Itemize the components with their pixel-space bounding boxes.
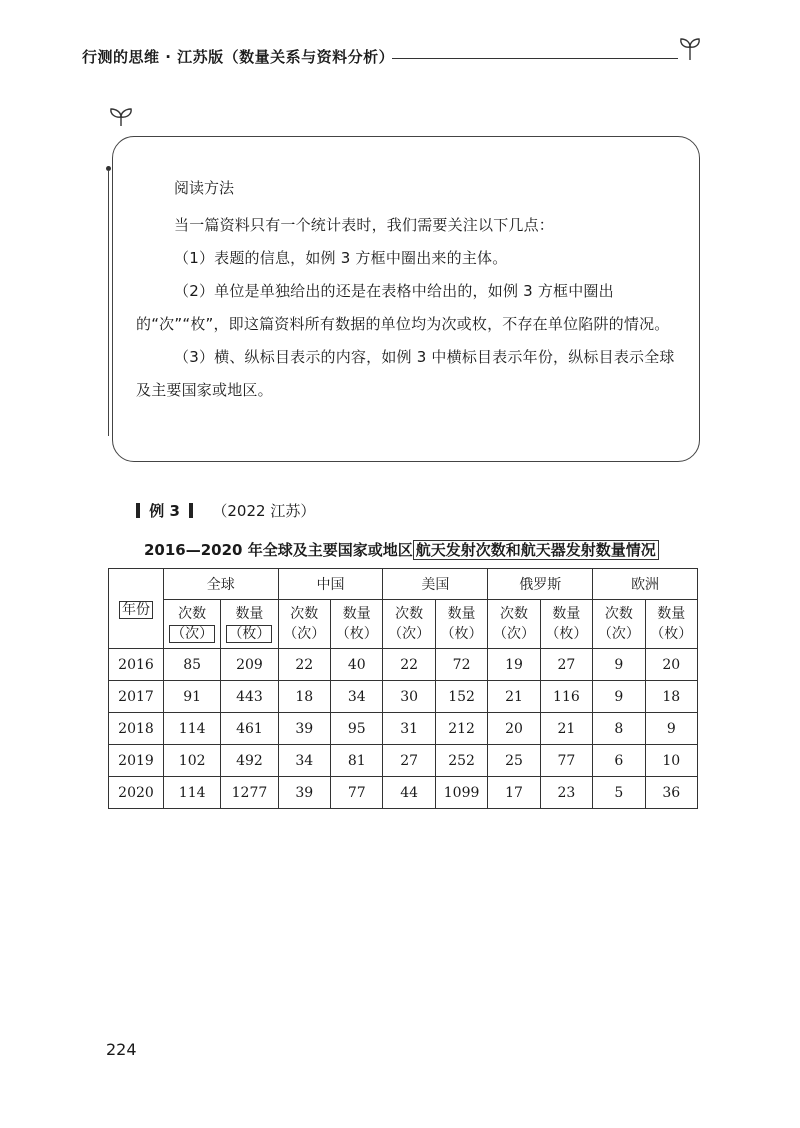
- value-cell: 8: [593, 713, 645, 745]
- value-cell: 36: [645, 777, 697, 809]
- header-rule: [392, 58, 678, 59]
- value-cell: 39: [278, 713, 330, 745]
- value-cell: 34: [331, 681, 383, 713]
- subheader-label: 次数: [604, 606, 633, 622]
- quantity-subheader: [221, 600, 278, 649]
- value-cell: 20: [488, 713, 540, 745]
- count-subheader: [164, 600, 221, 649]
- paragraph: （2）单位是单独给出的还是在表格中给出的，如例 3 方框中圈出的“次”“枚”，即这篇资料所有数据的单位均为次或枚，不存在单位陷阱的情况。: [136, 282, 670, 333]
- table-row: [109, 777, 698, 809]
- value-cell: 114: [164, 777, 221, 809]
- value-cell: 102: [164, 745, 221, 777]
- subheader-label: 次数: [178, 606, 207, 622]
- value-cell: 27: [540, 649, 592, 681]
- subheader-unit: [331, 624, 382, 644]
- unit-label: （次）: [171, 626, 214, 642]
- value-cell: 44: [383, 777, 435, 809]
- unit-label: （枚）: [545, 626, 588, 642]
- value-cell: 20: [645, 649, 697, 681]
- year-header: 年份: [119, 601, 153, 619]
- subheader-row: [109, 600, 698, 649]
- subheader-label: 数量: [342, 606, 371, 622]
- value-cell: 252: [435, 745, 487, 777]
- unit-label: （枚）: [228, 626, 271, 642]
- region-header: 俄罗斯: [488, 569, 593, 600]
- value-cell: 1277: [221, 777, 278, 809]
- value-cell: 9: [645, 713, 697, 745]
- table-row: [109, 745, 698, 777]
- subheader-label: 数量: [657, 606, 686, 622]
- year-cell: 2020: [109, 777, 164, 809]
- value-cell: 22: [278, 649, 330, 681]
- value-cell: 34: [278, 745, 330, 777]
- paragraph: 当一篇资料只有一个统计表时，我们需要关注以下几点：: [174, 216, 555, 234]
- subheader-unit: [164, 624, 220, 644]
- value-cell: 461: [221, 713, 278, 745]
- example-number: 例 3: [149, 502, 180, 520]
- unit-label: （次）: [597, 626, 640, 642]
- subheader-unit: [593, 624, 644, 644]
- value-cell: 152: [435, 681, 487, 713]
- quantity-subheader: [645, 600, 697, 649]
- value-cell: 9: [593, 649, 645, 681]
- value-cell: 10: [645, 745, 697, 777]
- table-title: [144, 539, 659, 560]
- year-cell: 2018: [109, 713, 164, 745]
- region-header: 欧洲: [593, 569, 698, 600]
- value-cell: 31: [383, 713, 435, 745]
- value-cell: 212: [435, 713, 487, 745]
- sprout-icon: [108, 106, 134, 128]
- unit-label: （次）: [283, 626, 326, 642]
- reading-method-heading: 阅读方法: [174, 179, 235, 197]
- value-cell: 19: [488, 649, 540, 681]
- paragraph: （3）横、纵标目表示的内容，如例 3 中横标目表示年份，纵标目表示全球及主要国家或地区。: [136, 348, 675, 399]
- value-cell: 5: [593, 777, 645, 809]
- subheader-label: 次数: [395, 606, 424, 622]
- count-subheader: [593, 600, 645, 649]
- value-cell: 18: [645, 681, 697, 713]
- value-cell: 72: [435, 649, 487, 681]
- year-cell: 2016: [109, 649, 164, 681]
- value-cell: 114: [164, 713, 221, 745]
- table-row: [109, 681, 698, 713]
- unit-label: （次）: [388, 626, 431, 642]
- table-title-plain: 2016—2020 年全球及主要国家或地区: [144, 541, 413, 559]
- table-row: [109, 649, 698, 681]
- subheader-unit: [221, 624, 277, 644]
- value-cell: 6: [593, 745, 645, 777]
- launch-data-table: [108, 568, 698, 809]
- example-bar-right: [189, 503, 193, 518]
- unit-label: （枚）: [335, 626, 378, 642]
- table-body: [109, 649, 698, 809]
- table-title-boxed: 航天发射次数和航天器发射数量情况: [413, 540, 659, 560]
- year-header-cell: [109, 569, 164, 649]
- example-bar-left: [136, 503, 140, 518]
- value-cell: 21: [488, 681, 540, 713]
- subheader-unit: [541, 624, 592, 644]
- year-cell: 2017: [109, 681, 164, 713]
- value-cell: 22: [383, 649, 435, 681]
- subheader-unit: [279, 624, 330, 644]
- count-subheader: [383, 600, 435, 649]
- subheader-unit: [383, 624, 434, 644]
- reading-method-content: [136, 172, 676, 407]
- example-label: [136, 500, 315, 521]
- quantity-subheader: [435, 600, 487, 649]
- subheader-label: 数量: [447, 606, 476, 622]
- unit-label: （枚）: [440, 626, 483, 642]
- value-cell: 492: [221, 745, 278, 777]
- value-cell: 23: [540, 777, 592, 809]
- value-cell: 1099: [435, 777, 487, 809]
- box-left-rule: [108, 170, 109, 436]
- value-cell: 40: [331, 649, 383, 681]
- page-number: 224: [106, 1040, 137, 1059]
- subheader-label: 数量: [552, 606, 581, 622]
- value-cell: 30: [383, 681, 435, 713]
- value-cell: 27: [383, 745, 435, 777]
- running-header-title: 行测的思维 · 江苏版（数量关系与资料分析）: [82, 48, 395, 66]
- value-cell: 9: [593, 681, 645, 713]
- value-cell: 209: [221, 649, 278, 681]
- year-cell: 2019: [109, 745, 164, 777]
- value-cell: 85: [164, 649, 221, 681]
- value-cell: 77: [331, 777, 383, 809]
- example-source: （2022 江苏）: [212, 502, 316, 520]
- region-header: 全球: [164, 569, 279, 600]
- region-header: 美国: [383, 569, 488, 600]
- quantity-subheader: [331, 600, 383, 649]
- value-cell: 91: [164, 681, 221, 713]
- quantity-subheader: [540, 600, 592, 649]
- value-cell: 21: [540, 713, 592, 745]
- region-header: 中国: [278, 569, 383, 600]
- value-cell: 116: [540, 681, 592, 713]
- value-cell: 18: [278, 681, 330, 713]
- count-subheader: [278, 600, 330, 649]
- value-cell: 17: [488, 777, 540, 809]
- value-cell: 39: [278, 777, 330, 809]
- subheader-label: 次数: [290, 606, 319, 622]
- sprout-icon: [678, 36, 702, 62]
- value-cell: 25: [488, 745, 540, 777]
- value-cell: 443: [221, 681, 278, 713]
- subheader-unit: [488, 624, 539, 644]
- count-subheader: [488, 600, 540, 649]
- paragraph: （1）表题的信息，如例 3 方框中圈出来的主体。: [174, 249, 508, 267]
- table-row: [109, 713, 698, 745]
- subheader-label: 次数: [499, 606, 528, 622]
- value-cell: 95: [331, 713, 383, 745]
- value-cell: 77: [540, 745, 592, 777]
- unit-label: （枚）: [650, 626, 693, 642]
- subheader-unit: [436, 624, 487, 644]
- unit-label: （次）: [492, 626, 535, 642]
- subheader-label: 数量: [235, 606, 264, 622]
- value-cell: 81: [331, 745, 383, 777]
- subheader-unit: [646, 624, 697, 644]
